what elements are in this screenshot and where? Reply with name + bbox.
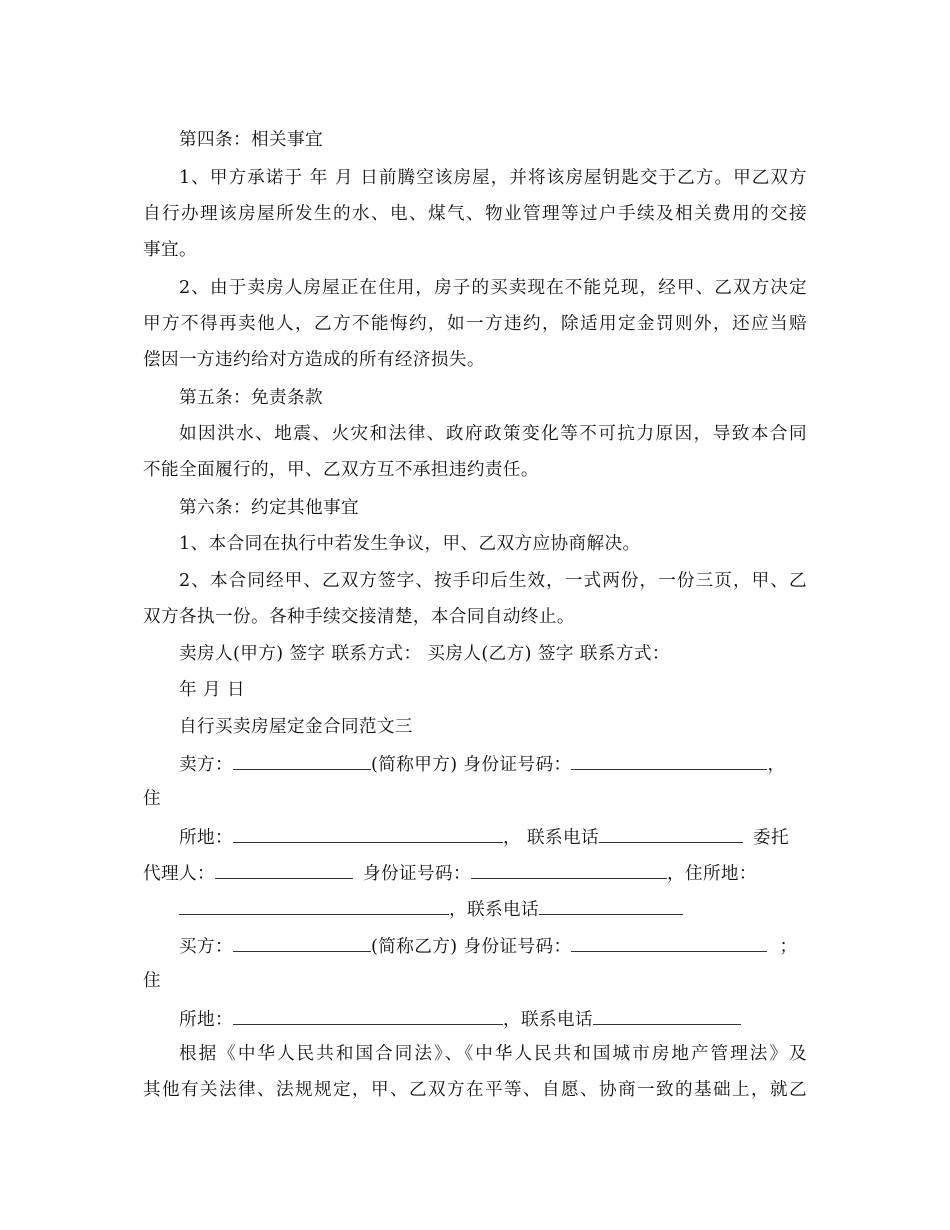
buyer-name-blank[interactable] [233,933,371,952]
seller-line [179,751,785,777]
seller-agent-label: 委托 [752,828,789,848]
agent-id-label: 身份证号码： [362,864,471,884]
article-6-heading: 第六条：约定其他事宜 [179,498,359,518]
basis-para-line-1: 根据《中华人民共和国合同法》、《中华人民共和国城市房地产管理法》及 [179,1044,807,1064]
buyer-live-line: 住 [143,971,161,991]
seller-phone-blank[interactable] [599,824,743,843]
signature-line: 卖房人(甲方) 签字 联系方式： 买房人(乙方) 签字 联系方式： [179,644,670,664]
section-3-title: 自行买卖房屋定金合同范文三 [179,717,413,737]
seller-id-blank[interactable] [571,751,767,770]
agent-address-label: ，住所地： [666,864,757,884]
article-4-heading: 第四条：相关事宜 [179,130,323,150]
buyer-phone-blank[interactable] [593,1006,741,1025]
buyer-abbr-label: (简称乙方) 身份证号码： [370,937,572,957]
article-4-para-1-line-3: 事宜。 [143,240,197,260]
agent-label: 代理人： [143,864,215,884]
agent-line [143,860,757,886]
seller-name-blank[interactable] [233,751,371,770]
buyer-id-blank[interactable] [571,933,767,952]
article-5-para-line-2: 不能全面履行的，甲、乙双方互不承担违约责任。 [143,460,539,480]
article-4-para-2-line-2: 甲方不得再卖他人，乙方不能悔约，如一方违约，除适用定金罚则外，还应当赔 [143,314,807,334]
article-6-para-2-line-2: 双方各执一份。各种手续交接清楚，本合同自动终止。 [143,607,575,627]
basis-para-line-2: 其他有关法律、法规规定，甲、乙双方在平等、自愿、协商一致的基础上，就乙 [143,1080,807,1100]
seller-live-line: 住 [143,789,161,809]
seller-comma: ， [767,755,786,775]
buyer-label: 买方： [179,937,233,957]
seller-phone-label: ， 联系电话 [502,828,599,848]
article-4-para-1-line-2: 自行办理该房屋所发生的水、电、煤气、物业管理等过户手续及相关费用的交接 [143,204,807,224]
article-5-heading: 第五条：免责条款 [179,388,323,408]
seller-address-line [179,824,789,850]
seller-label: 卖方： [179,755,233,775]
agent-address-line [179,896,683,922]
agent-address-blank[interactable] [179,896,449,915]
article-6-para-1: 1、本合同在执行中若发生争议，甲、乙双方应协商解决。 [179,534,641,554]
buyer-address-blank[interactable] [233,1006,503,1025]
seller-abbr-label: (简称甲方) 身份证号码： [370,755,572,775]
article-5-para-line-1: 如因洪水、地震、火灾和法律、政府政策变化等不可抗力原因，导致本合同 [179,424,807,444]
seller-address-label: 所地： [179,828,233,848]
date-line: 年 月 日 [179,680,245,700]
article-4-para-1-line-1: 1、甲方承诺于 年 月 日前腾空该房屋，并将该房屋钥匙交于乙方。甲乙双方 [179,168,807,188]
seller-address-blank[interactable] [233,824,503,843]
article-4-para-2-line-1: 2、由于卖房人房屋正在住用，房子的买卖现在不能兑现，经甲、乙双方决定 [179,278,807,298]
buyer-address-label: 所地： [179,1010,233,1030]
buyer-line [179,933,797,959]
agent-phone-blank[interactable] [539,896,683,915]
agent-phone-label: ，联系电话 [449,900,539,920]
buyer-address-line [179,1006,741,1032]
agent-id-blank[interactable] [471,860,667,879]
article-4-para-2-line-3: 偿因一方违约给对方造成的所有经济损失。 [143,350,485,370]
article-6-para-2-line-1: 2、本合同经甲、乙双方签字、按手印后生效，一式两份，一份三页，甲、乙 [179,571,807,591]
buyer-semicolon: ； [779,937,798,957]
agent-name-blank[interactable] [215,860,353,879]
buyer-phone-label: ，联系电话 [502,1010,593,1030]
